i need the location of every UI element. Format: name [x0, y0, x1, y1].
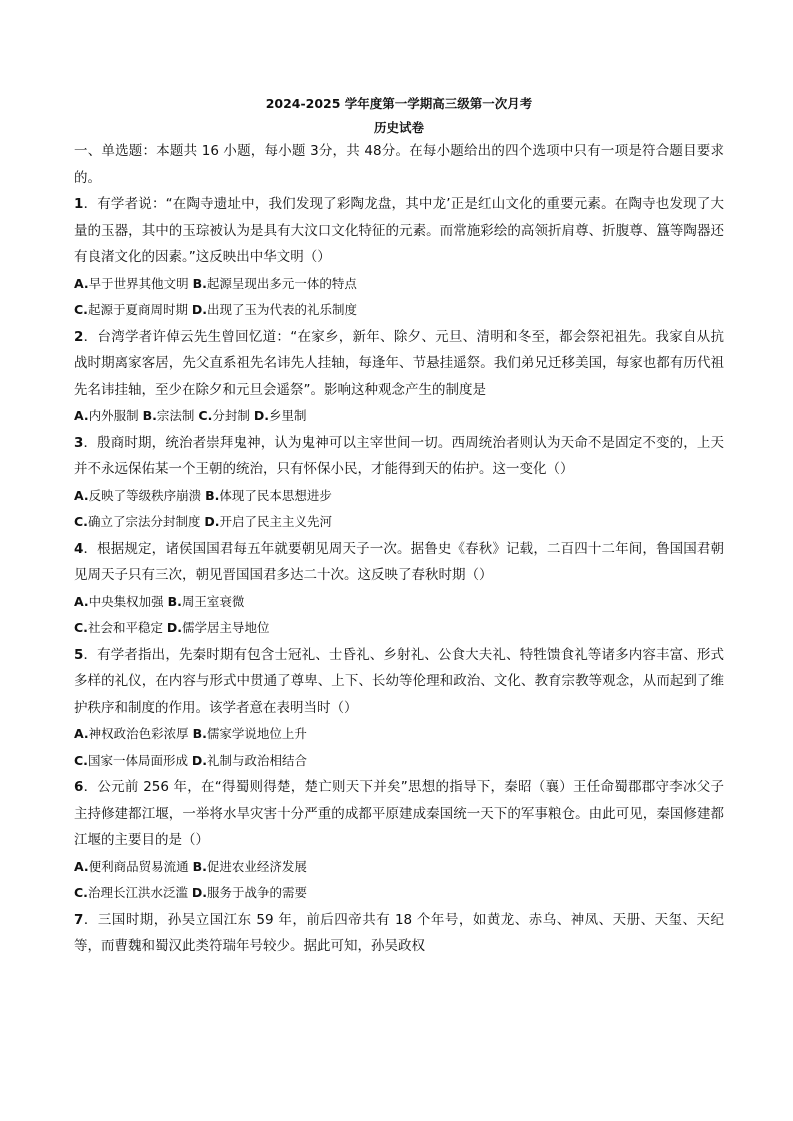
question-6: [74, 774, 724, 854]
question-number: 3: [74, 434, 84, 451]
options-line: [74, 589, 724, 616]
options-line: [74, 615, 724, 642]
option-letter: D.: [253, 408, 269, 423]
question-stem: ．公元前 256 年，在“得蜀则得楚，楚亡则天下并矣”思想的指导下，秦昭（襄）王任命蜀郡郡守李冰父子主持修建都江堰，一举将水旱灾害十分严重的成都平原建成秦国统一天下的军事粮仓。由此可见，秦国修建都江堰的主要目的是（）: [74, 779, 724, 848]
option-letter: D.: [166, 620, 183, 635]
option-text: 反映了等级秩序崩溃: [88, 487, 206, 503]
question-5: [74, 642, 724, 722]
option-letter: A.: [74, 408, 89, 423]
option-letter: C.: [74, 752, 88, 768]
option-letter: A.: [74, 593, 89, 609]
options-line: [74, 748, 724, 775]
question-1: [74, 191, 724, 271]
option-text: 便利商品贸易流通: [88, 858, 193, 874]
option-text: 周王室衰微: [181, 593, 245, 609]
question-3: [74, 430, 724, 483]
section-instructions: 一、单选题：本题共 16 小题，每小题 3分，共 48分。在每小题给出的四个选项中只有一项是符合题目要求的。: [74, 143, 724, 186]
option-letter: C.: [74, 620, 88, 635]
question-stem: ．台湾学者许倬云先生曾回忆道：“在家乡，新年、除夕、元旦、清明和冬至，都会祭祀祖先。我家自从抗战时期离家客居，先父直系祖先名讳先人挂轴，每逢年、节悬挂遥祭。我们弟兄迁移美国，每家也都有历代祖先名讳挂轴，至少在除夕和元旦会遥祭”。影响这种观念产生的制度是: [74, 328, 724, 398]
option-text: 早于世界其他文明: [88, 275, 193, 291]
option-text: 神权政治色彩浓厚: [88, 726, 193, 741]
options-line: [74, 721, 724, 748]
option-text: 礼制与政治相结合: [207, 752, 308, 768]
option-text: 促进农业经济发展: [206, 858, 307, 874]
question-stem: ．有学者说：“在陶寺遗址中，我们发现了彩陶龙盘，其中龙’正是红山文化的重要元素。在陶寺也发现了大量的玉器，其中的玉琮被认为是具有大汶口文化特征的元素。而常施彩绘的高领折肩尊、折腹尊、簋等陶器还有良渚文化的因素。”这反映出中华文明（）: [74, 196, 724, 265]
option-text: 分封制: [212, 408, 254, 423]
option-text: 乡里制: [268, 408, 307, 423]
option-text: 儒家学说地位上升: [206, 726, 307, 741]
option-text: 确立了宗法分封制度: [87, 514, 205, 529]
question-number: 5: [74, 646, 84, 663]
options-line: [74, 483, 724, 510]
option-letter: C.: [74, 302, 88, 317]
question-2: [74, 324, 724, 404]
option-text: 内外服制: [88, 408, 143, 423]
option-text: 出现了玉为代表的礼乐制度: [207, 302, 358, 317]
option-text: 起源呈现出多元一体的特点: [206, 275, 357, 291]
option-letter: B.: [205, 487, 220, 503]
options-line: [74, 403, 724, 430]
question-stem: ．根据规定，诸侯国国君每五年就要朝见周天子一次。据鲁史《春秋》记载，二百四十二年间，鲁国国君朝见周天子只有三次，朝见晋国国君多达二十次。这反映了春秋时期（）: [74, 540, 724, 583]
option-letter: D.: [191, 752, 208, 768]
option-text: 中央集权加强: [88, 593, 168, 609]
option-text: 宗法制: [156, 408, 199, 423]
exam-subtitle: 历史试卷: [373, 120, 424, 135]
option-letter: D.: [191, 302, 208, 317]
option-text: 社会和平稳定: [87, 620, 167, 635]
option-text: 儒学居主导地位: [182, 620, 270, 635]
option-letter: C.: [74, 514, 88, 529]
question-stem: ．有学者指出，先秦时期有包含士冠礼、士昏礼、乡射礼、公食大夫礼、特牲馈食礼等诸多内容丰富、形式多样的礼仪，在内容与形式中贯通了尊卑、上下、长幼等伦理和政治、文化、教育宗教等观念，从而起到了维护秩序和制度的作用。该学者意在表明当时（）: [74, 646, 724, 716]
question-number: 7: [74, 911, 84, 928]
question-stem: ．殷商时期，统治者崇拜鬼神，认为鬼神可以主宰世间一切。西周统治者则认为天命不是固定不变的，上天并不永远保佑某一个王朝的统治，只有怀保小民，才能得到天的佑护。这一变化（）: [74, 434, 724, 477]
question-number: 1: [74, 196, 84, 212]
question-7: [74, 907, 724, 960]
option-letter: C.: [74, 885, 88, 900]
exam-page: [74, 96, 724, 960]
option-letter: B.: [192, 726, 207, 741]
option-letter: B.: [142, 408, 157, 423]
option-text: 国家一体局面形成: [87, 752, 192, 768]
option-letter: A.: [74, 275, 89, 291]
question-number: 2: [74, 328, 84, 345]
option-text: 治理长江洪水泛滥: [87, 885, 192, 900]
options-line: [74, 880, 724, 907]
option-letter: C.: [198, 408, 213, 423]
question-4: [74, 536, 724, 589]
exam-title: 2024-2025 学年度第一学期高三级第一次月考: [265, 96, 533, 111]
option-letter: D.: [204, 514, 220, 529]
question-number: 4: [74, 540, 84, 557]
options-line: [74, 854, 724, 881]
question-list: [74, 191, 724, 960]
option-letter: B.: [167, 593, 182, 609]
option-letter: B.: [192, 858, 207, 874]
option-text: 体现了民本思想进步: [219, 487, 332, 503]
option-text: 起源于夏商周时期: [87, 302, 192, 317]
option-text: 服务于战争的需要: [207, 885, 308, 900]
question-number: 6: [74, 779, 84, 795]
option-text: 开启了民主主义先河: [219, 514, 333, 529]
options-line: [74, 297, 724, 324]
option-letter: D.: [191, 885, 208, 900]
options-line: [74, 271, 724, 298]
options-line: [74, 509, 724, 536]
option-letter: A.: [74, 487, 89, 503]
option-letter: A.: [74, 726, 89, 741]
option-letter: A.: [74, 858, 89, 874]
question-stem: ．三国时期，孙吴立国江东 59 年，前后四帝共有 18 个年号，如黄龙、赤乌、神凤、天册、天玺、天纪等，而曹魏和蜀汉此类符瑞年号较少。据此可知，孙吴政权: [74, 911, 724, 954]
option-letter: B.: [192, 275, 207, 291]
